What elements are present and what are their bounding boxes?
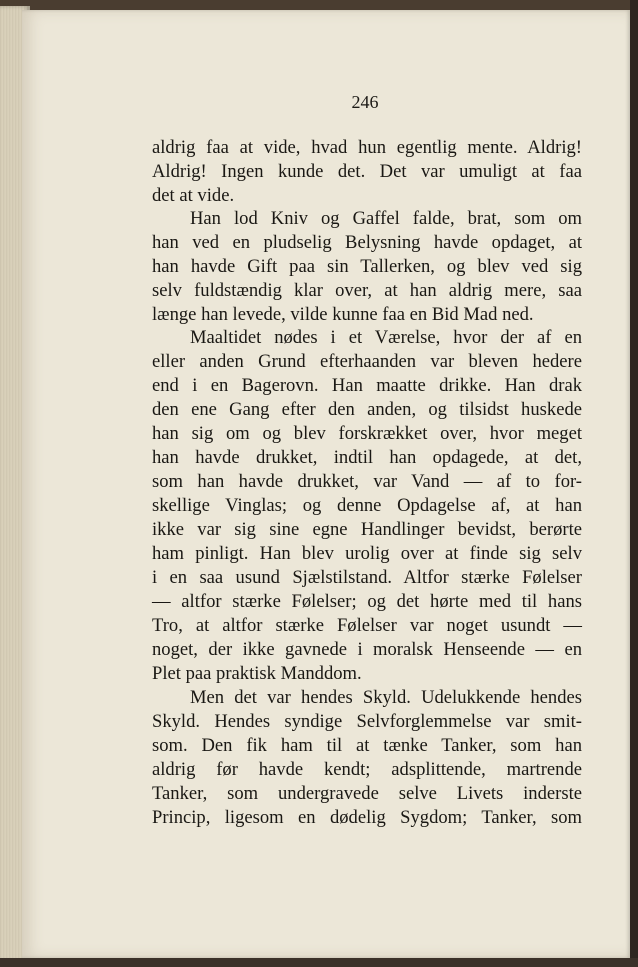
text-line: Han lod Kniv og Gaffel falde, brat, som om (190, 208, 582, 229)
text-line: end i en Bagerovn. Han maatte drikke. Han drak (152, 375, 582, 396)
text-line: Tanker, som undergravede selve Livets inderste (152, 783, 582, 804)
text-line: Skyld. Hendes syndige Selvforglemmelse var smit- (152, 711, 582, 732)
text-line: ham pinligt. Han blev urolig over at finde sig selv (152, 543, 582, 564)
text-line: længe han levede, vilde kunne faa en Bid Mad ned. (152, 304, 534, 325)
text-line: skellige Vinglas; og denne Opdagelse af, at han (152, 495, 582, 516)
text-line: — altfor stærke Følelser; og det hørte med til hans (152, 591, 582, 612)
text-line: Aldrig! Ingen kunde det. Det var umuligt at faa (152, 161, 582, 182)
text-line: som han havde drukket, var Vand — af to for- (152, 471, 582, 492)
text-line: Princip, ligesom en dødelig Sygdom; Tanker, som (152, 807, 582, 828)
text-line: aldrig faa at vide, hvad hun egentlig mente. Aldrig! (152, 137, 582, 158)
text-line: Maaltidet nødes i et Værelse, hvor der af en (190, 327, 582, 348)
text-line: han ved en pludselig Belysning havde opdaget, at (152, 232, 582, 253)
text-line: noget, der ikke gavnede i moralsk Henseende — en (152, 639, 582, 660)
text-line: Tro, at altfor stærke Følelser var noget usundt — (152, 615, 582, 636)
text-line: Men det var hendes Skyld. Udelukkende hendes (190, 687, 582, 708)
text-line: den ene Gang efter den anden, og tilsidst huskede (152, 399, 582, 420)
text-line: som. Den fik ham til at tænke Tanker, som han (152, 735, 582, 756)
text-line: eller anden Grund efterhaanden var bleven hedere (152, 351, 582, 372)
text-line: det at vide. (152, 185, 235, 206)
text-line: aldrig før havde kendt; adsplittende, martrende (152, 759, 582, 780)
text-line: han havde drukket, indtil han opdagede, at det, (152, 447, 582, 468)
text-line: ikke var sig sine egne Handlinger bevidst, berørte (152, 519, 582, 540)
text-line: han havde Gift paa sin Tallerken, og blev ved sig (152, 256, 582, 277)
text-line: i en saa usund Sjælstilstand. Altfor stærke Følelser (152, 567, 582, 588)
text-line: selv fuldstændig klar over, at han aldrig mere, saa (152, 280, 582, 301)
page-number: 246 (351, 92, 379, 112)
text-line: Plet paa praktisk Manddom. (152, 663, 362, 684)
text-line: han sig om og blev forskrækket over, hvor meget (152, 423, 582, 444)
